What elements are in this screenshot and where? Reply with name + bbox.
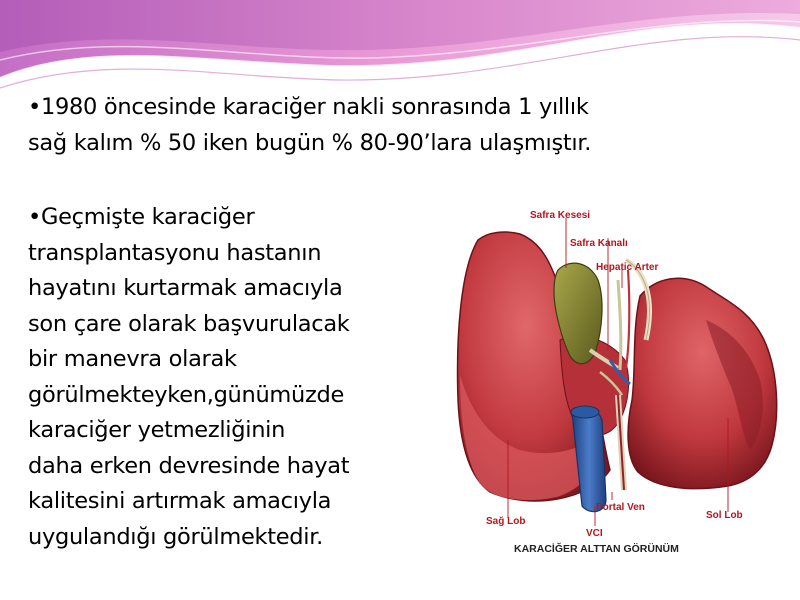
- bullet-line: daha erken devresinde hayat: [28, 452, 350, 479]
- bullet-line: uygulandığı görülmektedir.: [28, 523, 323, 550]
- bullet-survival-rate: [28, 90, 788, 161]
- bullet-line: transplantasyonu hastanın: [28, 239, 322, 266]
- label-ivc: VCI: [586, 528, 603, 539]
- label-hepatic-artery: Hepatic Arter: [596, 262, 659, 273]
- bullet-line: görülmekteyken,günümüzde: [28, 381, 345, 408]
- bullet-line: son çare olarak başvurulacak: [28, 310, 350, 337]
- label-bile-duct: Safra Kanalı: [570, 238, 628, 249]
- bullet-marker: •: [28, 204, 41, 230]
- label-portal-vein: Portal Ven: [596, 502, 645, 513]
- liver-inferior-view-illustration: [450, 200, 786, 562]
- bullet-line: sağ kalım % 50 iken bugün % 80-90’lara ulaşmıştır.: [28, 129, 592, 156]
- bullet-line: •1980 öncesinde karaciğer nakli sonrasında 1 yıllık: [28, 94, 589, 120]
- label-gallbladder: Safra Kesesi: [530, 210, 591, 221]
- label-left-lobe: Sol Lob: [706, 510, 743, 521]
- bullet-marker: •: [28, 94, 41, 120]
- header-wave-decoration: [0, 0, 800, 95]
- bullet-line: kalitesini artırmak amacıyla: [28, 488, 332, 514]
- bullet-line: karaciğer yetmezliğinin: [28, 417, 286, 443]
- figure-caption: KARACİĞER ALTTAN GÖRÜNÜM: [514, 543, 679, 555]
- bullet-line: hayatını kurtarmak amacıyla: [28, 275, 343, 301]
- bullet-line: •Geçmişte karaciğer: [28, 204, 255, 230]
- bullet-transplant-history: [28, 200, 448, 555]
- label-right-lobe: Sağ Lob: [486, 516, 526, 527]
- bullet-line: bir manevra olarak: [28, 346, 237, 372]
